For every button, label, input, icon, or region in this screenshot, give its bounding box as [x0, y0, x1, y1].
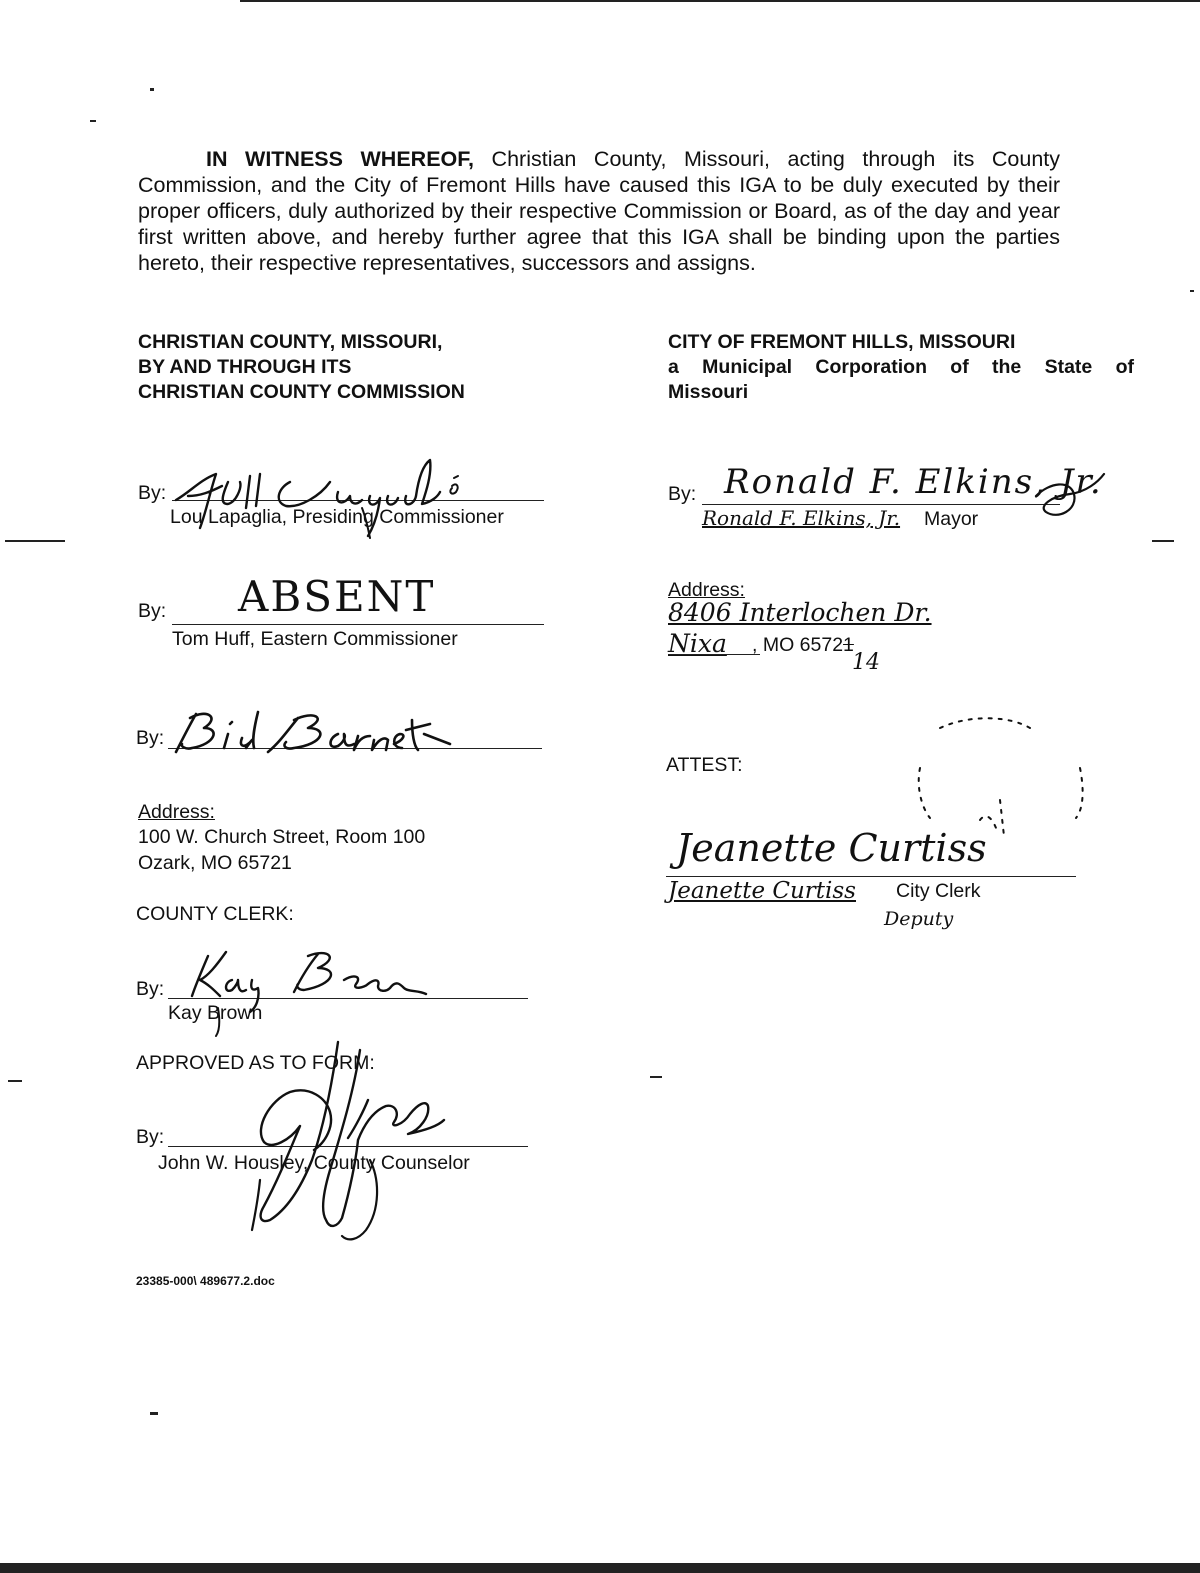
by-label: By: [138, 482, 167, 504]
county-header [138, 330, 465, 405]
city-clerk-printed-name: Jeanette Curtiss [668, 878, 856, 904]
mayor-title: Mayor [924, 508, 979, 530]
mayor-printed-name: Ronald F. Elkins, Jr. [702, 506, 901, 530]
county-counselor-name: John W. Housley, County Counselor [158, 1152, 470, 1174]
city-clerk-title: City Clerk [896, 880, 981, 902]
mayor-signature-flourish [1030, 466, 1110, 526]
city-clerk-signature: Jeanette Curtiss [676, 826, 987, 870]
top-rule [240, 0, 1200, 2]
city-address-street: 8406 Interlochen Dr. [668, 598, 932, 627]
zip-correction: 14 [852, 650, 880, 675]
county-address-line2: Ozark, MO 65721 [138, 852, 292, 874]
county-address-line1: 100 W. Church Street, Room 100 [138, 826, 426, 848]
attest-label: ATTEST: [666, 754, 743, 776]
city-address-label: Address: [668, 579, 745, 601]
barnett-signature [168, 700, 468, 760]
scan-mark [1152, 540, 1174, 542]
county-header-line1: CHRISTIAN COUNTY, MISSOURI, [138, 331, 443, 353]
by-label: By: [136, 1126, 165, 1148]
address-underline [668, 654, 760, 655]
scan-mark [150, 88, 154, 91]
scan-mark [650, 1076, 662, 1078]
witness-paragraph [138, 146, 1060, 276]
presiding-commissioner-name: Lou Lapaglia, Presiding Commissioner [170, 506, 504, 528]
city-address-city: Nixa [668, 629, 727, 658]
lapaglia-signature [170, 452, 470, 542]
by-label: By: [668, 483, 697, 505]
scan-mark [5, 540, 65, 542]
absent-handwritten: ABSENT [238, 572, 436, 621]
by-label: By: [136, 978, 165, 1000]
deputy-handwritten: Deputy [884, 908, 954, 930]
scan-mark [1190, 290, 1194, 292]
zip-struck-digit: 1 [843, 634, 854, 656]
signature-line [702, 504, 1060, 505]
county-clerk-label: COUNTY CLERK: [136, 903, 294, 925]
witness-lead: IN WITNESS WHEREOF, [206, 147, 474, 171]
county-address-label: Address: [138, 801, 215, 823]
city-address-state [752, 634, 854, 657]
eastern-commissioner-name: Tom Huff, Eastern Commissioner [172, 628, 458, 650]
signature-line [172, 624, 544, 625]
city-header-line3: Missouri [668, 381, 749, 403]
scan-mark [8, 1080, 22, 1082]
by-label: By: [138, 600, 167, 622]
scan-mark [150, 1412, 158, 1415]
document-reference: 23385-000\ 489677.2.doc [136, 1274, 275, 1288]
witness-body: Christian County, Missouri, acting through its County Commission, and the City of Fremont Hills have caused this IGA to be duly executed by their proper officers, duly authorized by their respective Commission or Board, as of the day and year first written above, and hereby further agree that this IGA shall be binding upon the parties hereto, their respective representatives, successors and assigns. [138, 147, 1060, 275]
mayor-signature: Ronald F. Elkins, Jr. [724, 462, 1103, 502]
by-label: By: [136, 727, 165, 749]
county-header-line2: BY AND THROUGH ITS [138, 356, 352, 378]
city-header [668, 330, 1134, 405]
housley-signature [230, 1030, 460, 1250]
city-header-line1: CITY OF FREMONT HILLS, MISSOURI [668, 331, 1016, 353]
bottom-edge [0, 1563, 1200, 1573]
county-clerk-name: Kay Brown [168, 1002, 263, 1024]
scan-mark [90, 120, 96, 122]
county-header-line3: CHRISTIAN COUNTY COMMISSION [138, 381, 465, 403]
city-seal [900, 708, 1100, 858]
approved-label: APPROVED AS TO FORM: [136, 1052, 375, 1074]
signature-line [666, 876, 1076, 877]
city-header-line2: a Municipal Corporation of the State of [668, 356, 1134, 378]
city-address-state-text: , MO 6572 [752, 634, 844, 656]
